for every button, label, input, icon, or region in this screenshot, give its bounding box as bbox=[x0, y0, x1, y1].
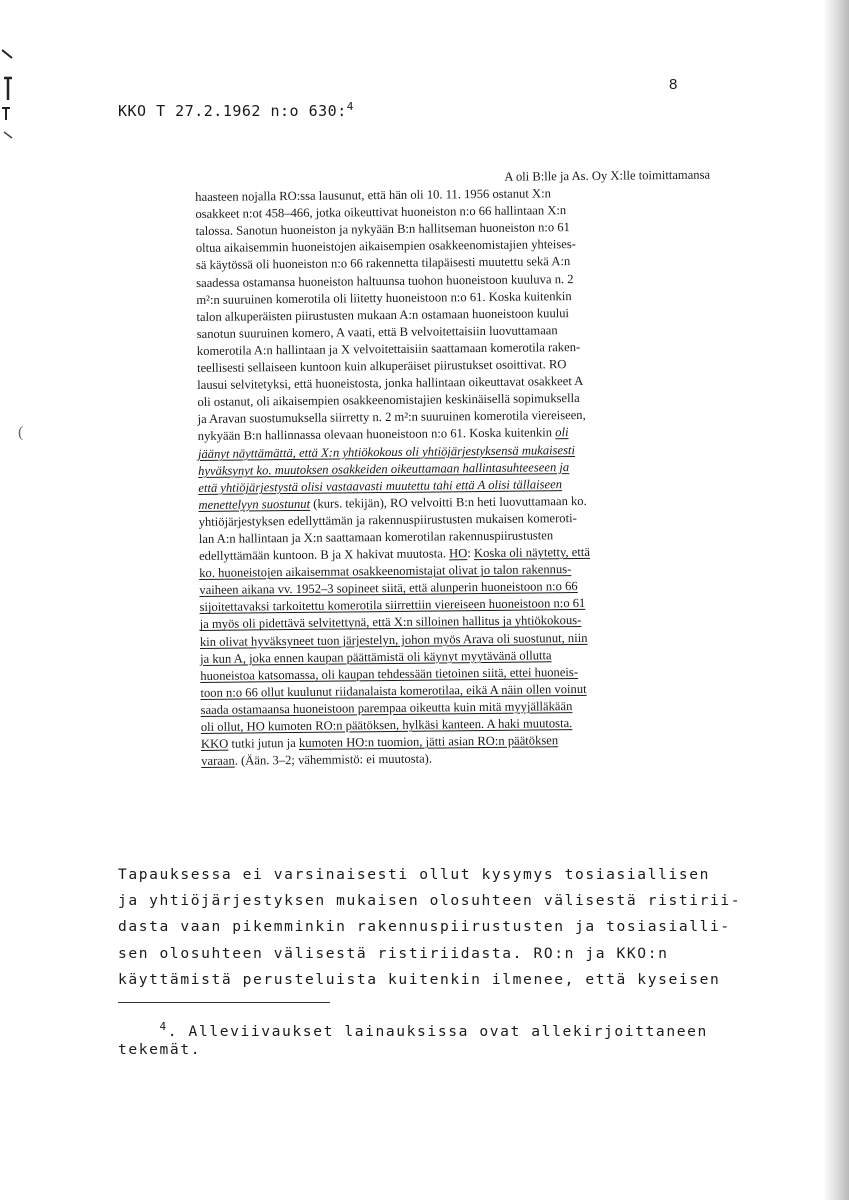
footnote-reference-marker: 4 bbox=[346, 100, 354, 113]
underlined-line: ja kun A, joka ennen kaupan päättämistä oli käynyt myytävänä ollutta bbox=[200, 647, 552, 666]
quote-text: tutki jutun ja bbox=[228, 736, 300, 751]
underlined-text: KKO bbox=[200, 736, 229, 752]
body-line: ja yhtiöjärjestyksen mukaisen olosuhteen välisestä ristirii- bbox=[118, 892, 742, 910]
underlined-italic-text: oli bbox=[555, 425, 569, 440]
footnote-marker: 4 bbox=[159, 1020, 168, 1033]
underlined-text: varaan bbox=[201, 753, 235, 769]
body-paragraph bbox=[118, 862, 742, 993]
case-reference: KKO T 27.2.1962 n:o 630: bbox=[118, 102, 347, 120]
body-line: Tapauksessa ei varsinaisesti ollut kysymys tosiasiallisen bbox=[118, 866, 711, 883]
footnote bbox=[118, 1018, 738, 1059]
underlined-italic-text: menettelyyn suostunut bbox=[198, 496, 311, 512]
underlined-text: HO bbox=[449, 546, 468, 561]
quote-line: talon alkuperäisten piirustusten mukaan A:n ostamaan huoneistoon kuului bbox=[196, 305, 570, 324]
underlined-text: Koska oli näytetty, että bbox=[473, 544, 591, 561]
quote-text: : bbox=[467, 546, 475, 561]
page-number: 8 bbox=[669, 76, 678, 93]
quote-text: edellyttämään kuntoon. B ja X hakivat muutosta. bbox=[198, 546, 447, 564]
underlined-italic-line: jäänyt näyttämättä, että X:n yhtiökokous oli yhtiöjärjestyksensä mukaisesti bbox=[197, 442, 576, 461]
footnote-line bbox=[118, 1018, 738, 1041]
footnote-text: . Alleviivaukset lainauksissa ovat allekirjoittaneen bbox=[167, 1022, 708, 1040]
underlined-line: oli ollut, HO kumoten RO:n päätöksen, hylkäsi kanteen. A haki muutosta. bbox=[200, 716, 573, 734]
underlined-line: toon n:o 66 ollut kuulunut riidanalaista komerotilaa, eikä A näin ollen voinut bbox=[200, 681, 587, 700]
quote-line: oltua aikaisemmin huoneistojen aikaisempien osakkeenomistajien yhteises- bbox=[195, 237, 577, 256]
quote-line: talossa. Sanotun huoneiston ja nykyään B:n hallitseman huoneiston n:o 61 bbox=[195, 220, 570, 239]
underlined-line: saada ostamaansa huoneistoon parempaa oikeutta kuin mitä myyjälläkään bbox=[200, 698, 573, 717]
underlined-line: huoneistoa katsomassa, oli kaupan tehdessään tietoinen siitä, ettei huoneis- bbox=[200, 664, 579, 683]
quote-line: lan A:n hallintaan ja X:n saattamaan komerotilan rakennuspiirustusten bbox=[198, 528, 554, 546]
underlined-text: kumoten HO:n tuomion, jätti asian RO:n päätöksen bbox=[298, 733, 559, 751]
quote-line: osakkeet n:ot 458–466, jotka oikeuttivat huoneiston n:o 66 hallintaan X:n bbox=[195, 203, 567, 222]
case-reference-header bbox=[118, 100, 354, 120]
case-summary-quote bbox=[195, 167, 716, 771]
quote-text: . (Ään. 3–2; vähemmistö: ei muutosta). bbox=[234, 751, 433, 768]
quote-line: lausui selvitetyksi, että huoneistosta, jonka hallintaan oikeuttavat osakkeet A bbox=[197, 374, 584, 393]
quote-line: teellisesti sellaiseen kuntoon kuin alkuperäiset piirustukset osoittivat. RO bbox=[196, 357, 567, 376]
margin-bracket-mark: ( bbox=[18, 424, 24, 441]
underlined-line: ja myös oli pidettävä selvitettynä, että X:n silloinen hallitus ja yhtiökokous- bbox=[199, 613, 582, 632]
body-line: sen olosuhteen välisestä ristiriidasta. RO:n ja KKO:n bbox=[118, 944, 669, 962]
scan-page-edge-shadow bbox=[823, 0, 849, 1200]
quote-line: m²:n suuruinen komerotila oli liitetty huoneistoon n:o 61. Koska kuitenkin bbox=[196, 288, 572, 307]
body-line: käyttämistä perusteluista kuitenkin ilmenee, että kyseisen bbox=[118, 970, 721, 988]
body-line: dasta vaan pikemminkin rakennuspiirustusten ja tosiasialli- bbox=[118, 918, 731, 936]
quote-line: yhtiöjärjestyksen edellyttämän ja rakennuspiirustusten mukaisen komeroti- bbox=[198, 510, 577, 529]
quote-text: nykyään B:n hallinnassa olevaan huoneistoon n:o 61. Koska kuitenkin bbox=[197, 425, 553, 444]
quote-line: A oli B:lle ja As. Oy X:lle toimittamansa bbox=[504, 167, 711, 184]
quote-line: komerotila A:n hallintaan ja X velvoitettaisiin saattamaan komerotila raken- bbox=[196, 339, 581, 358]
quote-line: sanotun suuruinen komero, A vaati, että B velvoitettaisiin luovuttamaan bbox=[196, 323, 558, 341]
quote-line: haasteen nojalla RO:ssa lausunut, että hän oli 10. 11. 1956 ostanut X:n bbox=[195, 186, 551, 205]
underlined-line: sijoitettavaksi tarkoitettu komerotila siirrettiin viereiseen huoneistoon n:o 61 bbox=[199, 596, 586, 615]
quote-line: oli ostanut, oli aikaisempien osakkeenomistajien keskinäisellä sopimuksella bbox=[197, 391, 580, 410]
quote-line: sä käytössä oli huoneiston n:o 66 rakennetta tilapäisesti muutettu sekä A:n bbox=[195, 254, 571, 273]
underlined-line: kin olivat hyväksyneet tuon järjestelyn, johon myös Arava oli suostunut, niin bbox=[199, 630, 588, 649]
underlined-italic-line: että yhtiöjärjestystä olisi vastaavasti muutettu tahi että A olisi tällaiseen bbox=[198, 476, 563, 495]
underlined-line: vaiheen aikana vv. 1952–3 sopineet siitä, että alunperin huoneistoon n:o 66 bbox=[199, 579, 578, 598]
binding-margin-marks bbox=[0, 20, 24, 160]
quote-line: saadessa ostamansa huoneiston haltuunsa tuohon huoneistoon kuuluva n. 2 bbox=[196, 271, 574, 290]
footnote-divider bbox=[118, 1002, 330, 1003]
quote-text: (kurs. tekijän), RO velvoitti B:n heti luovuttamaan ko. bbox=[309, 493, 587, 511]
underlined-line: ko. huoneistojen aikaisemmat osakkeenomistajat olivat jo talon rakennus- bbox=[199, 562, 572, 581]
underlined-italic-line: hyväksynyt ko. muutoksen osakkeiden oikeuttamaan hallintasuhteeseen ja bbox=[198, 459, 570, 478]
footnote-line: tekemät. bbox=[118, 1040, 202, 1058]
quote-line: ja Aravan suostumuksella siirretty n. 2 m²:n suuruinen komerotila viereiseen, bbox=[197, 408, 586, 427]
